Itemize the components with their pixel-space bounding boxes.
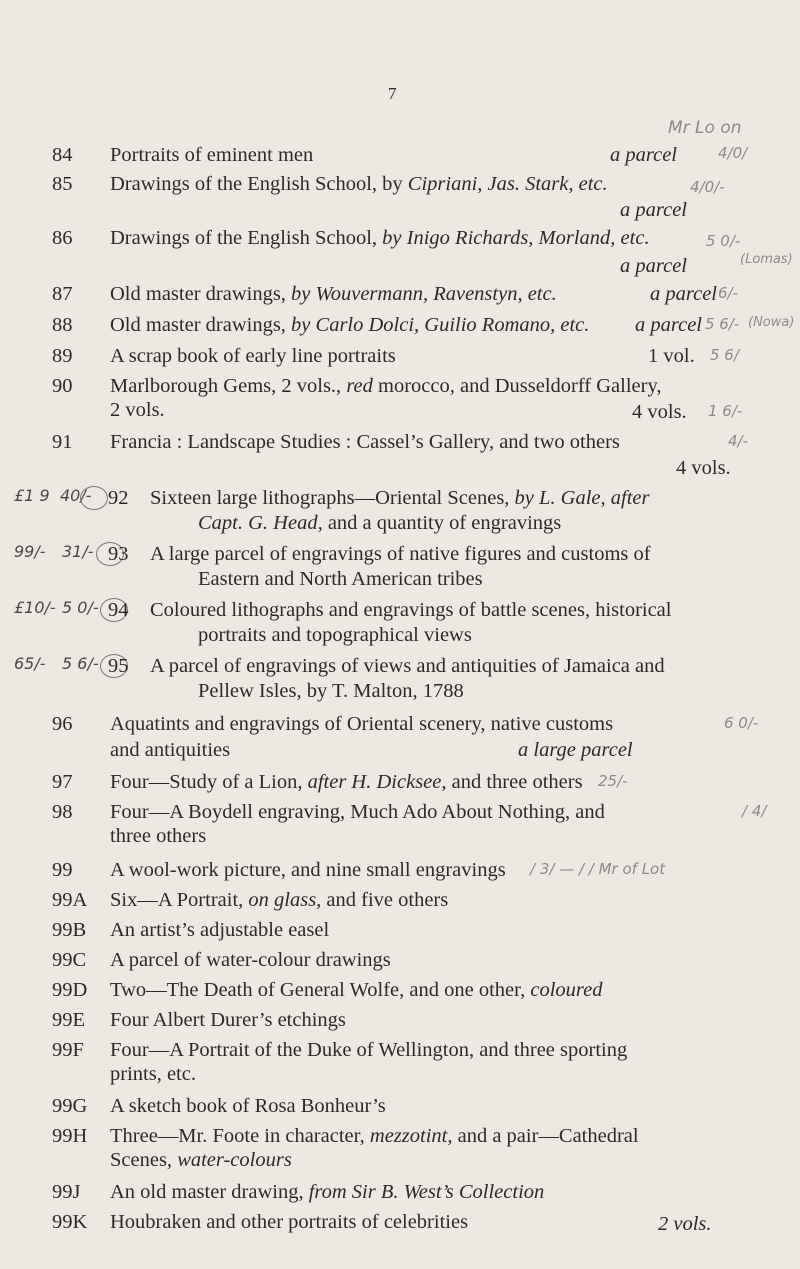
lot-99-price: / 3/ — / / Mr of Lot bbox=[530, 860, 666, 878]
lot-92: Sixteen large lithographs—Oriental Scenes, by L. Gale, after bbox=[150, 487, 650, 509]
lot-88: 88 Old master drawings, by Carlo Dolci, Guilio Romano, etc. bbox=[52, 314, 590, 336]
lot-85: 85 Drawings of the English School, by Cipriani, Jas. Stark, etc. bbox=[52, 173, 608, 195]
lot-84-price: 4/0/ bbox=[718, 144, 748, 162]
lot-97: 97 Four—Study of a Lion, after H. Dicksee, and three others bbox=[52, 771, 583, 793]
lot-98-cont: three others bbox=[110, 825, 207, 847]
lot-90-cont: 2 vols. bbox=[110, 399, 165, 421]
lot-94-num: 94 bbox=[108, 599, 129, 621]
lot-90-price: 1 6/- bbox=[708, 402, 743, 420]
lot-84: 84 Portraits of eminent men bbox=[52, 144, 314, 166]
lot-92-price: 40/- bbox=[60, 486, 92, 505]
lot-96-qty: a large parcel bbox=[518, 739, 633, 761]
lot-87-price: 6/- bbox=[718, 284, 739, 302]
lot-95: A parcel of engravings of views and antiquities of Jamaica and bbox=[150, 655, 665, 677]
lot-96-cont: and antiquities bbox=[110, 739, 231, 761]
lot-86: 86 Drawings of the English School, by Inigo Richards, Morland, etc. bbox=[52, 227, 650, 249]
lot-93-price: 31/- bbox=[62, 542, 94, 561]
lot-99f-cont: prints, etc. bbox=[110, 1063, 196, 1085]
lot-99h: 99H Three—Mr. Foote in character, mezzotint, and a pair—Cathedral bbox=[52, 1125, 639, 1147]
lot-92-num: 92 bbox=[108, 487, 129, 509]
lot-94: Coloured lithographs and engravings of battle scenes, historical bbox=[150, 599, 672, 621]
lot-96: 96 Aquatints and engravings of Oriental scenery, native customs bbox=[52, 713, 614, 735]
lot-87: 87 Old master drawings, by Wouvermann, Ravenstyn, etc. bbox=[52, 283, 557, 305]
lot-99a: 99A Six—A Portrait, on glass, and five others bbox=[52, 889, 449, 911]
lot-92-buyer-mark: £1 9 bbox=[14, 486, 50, 505]
lot-93-cont: Eastern and North American tribes bbox=[198, 568, 483, 590]
lot-92-circle bbox=[80, 486, 108, 510]
lot-94-cont: portraits and topographical views bbox=[198, 624, 472, 646]
lot-99: 99 A wool-work picture, and nine small engravings bbox=[52, 859, 506, 881]
lot-89-price: 5 6/ bbox=[710, 346, 739, 364]
lot-99e: 99E Four Albert Durer’s etchings bbox=[52, 1009, 346, 1031]
lot-88-price: 5 6/- bbox=[705, 315, 740, 333]
lot-95-num: 95 bbox=[108, 655, 129, 677]
lot-88-buyer: (Nowa) bbox=[748, 315, 795, 330]
lot-90-qty: 4 vols. bbox=[632, 401, 687, 423]
lot-90: 90 Marlborough Gems, 2 vols., red morocco, and Dusseldorff Gallery, bbox=[52, 375, 662, 397]
lot-99d: 99D Two—The Death of General Wolfe, and one other, coloured bbox=[52, 979, 603, 1001]
lot-93-num: 93 bbox=[108, 543, 129, 565]
lot-99g: 99G A sketch book of Rosa Bonheur’s bbox=[52, 1095, 386, 1117]
lot-84-qty: a parcel bbox=[610, 144, 677, 166]
lot-96-price: 6 0/- bbox=[724, 714, 759, 732]
lot-87-qty: a parcel bbox=[650, 283, 717, 305]
lot-99f: 99F Four—A Portrait of the Duke of Wellington, and three sporting bbox=[52, 1039, 628, 1061]
lot-85-qty: a parcel bbox=[620, 199, 687, 221]
handwritten-note-top: Mr Lo on bbox=[668, 118, 742, 138]
lot-91-price: 4/- bbox=[728, 432, 749, 450]
lot-95-buyer-mark: 65/- bbox=[14, 654, 46, 673]
lot-95-price: 5 6/- bbox=[62, 654, 99, 673]
lot-95-cont: Pellew Isles, by T. Malton, 1788 bbox=[198, 680, 464, 702]
lot-98-price: / 4/ bbox=[742, 802, 767, 820]
lot-99c: 99C A parcel of water-colour drawings bbox=[52, 949, 391, 971]
lot-89-qty: 1 vol. bbox=[648, 345, 695, 367]
lot-86-buyer: (Lomas) bbox=[740, 252, 793, 267]
lot-85-price: 4/0/- bbox=[690, 178, 725, 196]
lot-97-price: 25/- bbox=[598, 772, 628, 790]
lot-93: A large parcel of engravings of native figures and customs of bbox=[150, 543, 651, 565]
lot-89: 89 A scrap book of early line portraits bbox=[52, 345, 396, 367]
lot-94-buyer-mark: £10/- bbox=[14, 598, 56, 617]
lot-99k-qty: 2 vols. bbox=[658, 1213, 712, 1235]
lot-86-price: 5 0/- bbox=[706, 232, 741, 250]
lot-99h-cont: Scenes, water-colours bbox=[110, 1149, 292, 1171]
lot-93-buyer-mark: 99/- bbox=[14, 542, 46, 561]
lot-91-qty: 4 vols. bbox=[676, 457, 731, 479]
lot-99k: 99K Houbraken and other portraits of celebrities bbox=[52, 1211, 469, 1233]
lot-88-qty: a parcel bbox=[635, 314, 702, 336]
page-number: 7 bbox=[388, 84, 397, 103]
lot-94-price: 5 0/- bbox=[62, 598, 99, 617]
lot-99j: 99J An old master drawing, from Sir B. West’s Collection bbox=[52, 1181, 545, 1203]
lot-92-cont: Capt. G. Head, and a quantity of engravings bbox=[198, 512, 562, 534]
lot-91: 91 Francia : Landscape Studies : Cassel’s Gallery, and two others bbox=[52, 431, 620, 453]
lot-86-qty: a parcel bbox=[620, 255, 687, 277]
lot-99b: 99B An artist’s adjustable easel bbox=[52, 919, 330, 941]
lot-98: 98 Four—A Boydell engraving, Much Ado About Nothing, and bbox=[52, 801, 605, 823]
